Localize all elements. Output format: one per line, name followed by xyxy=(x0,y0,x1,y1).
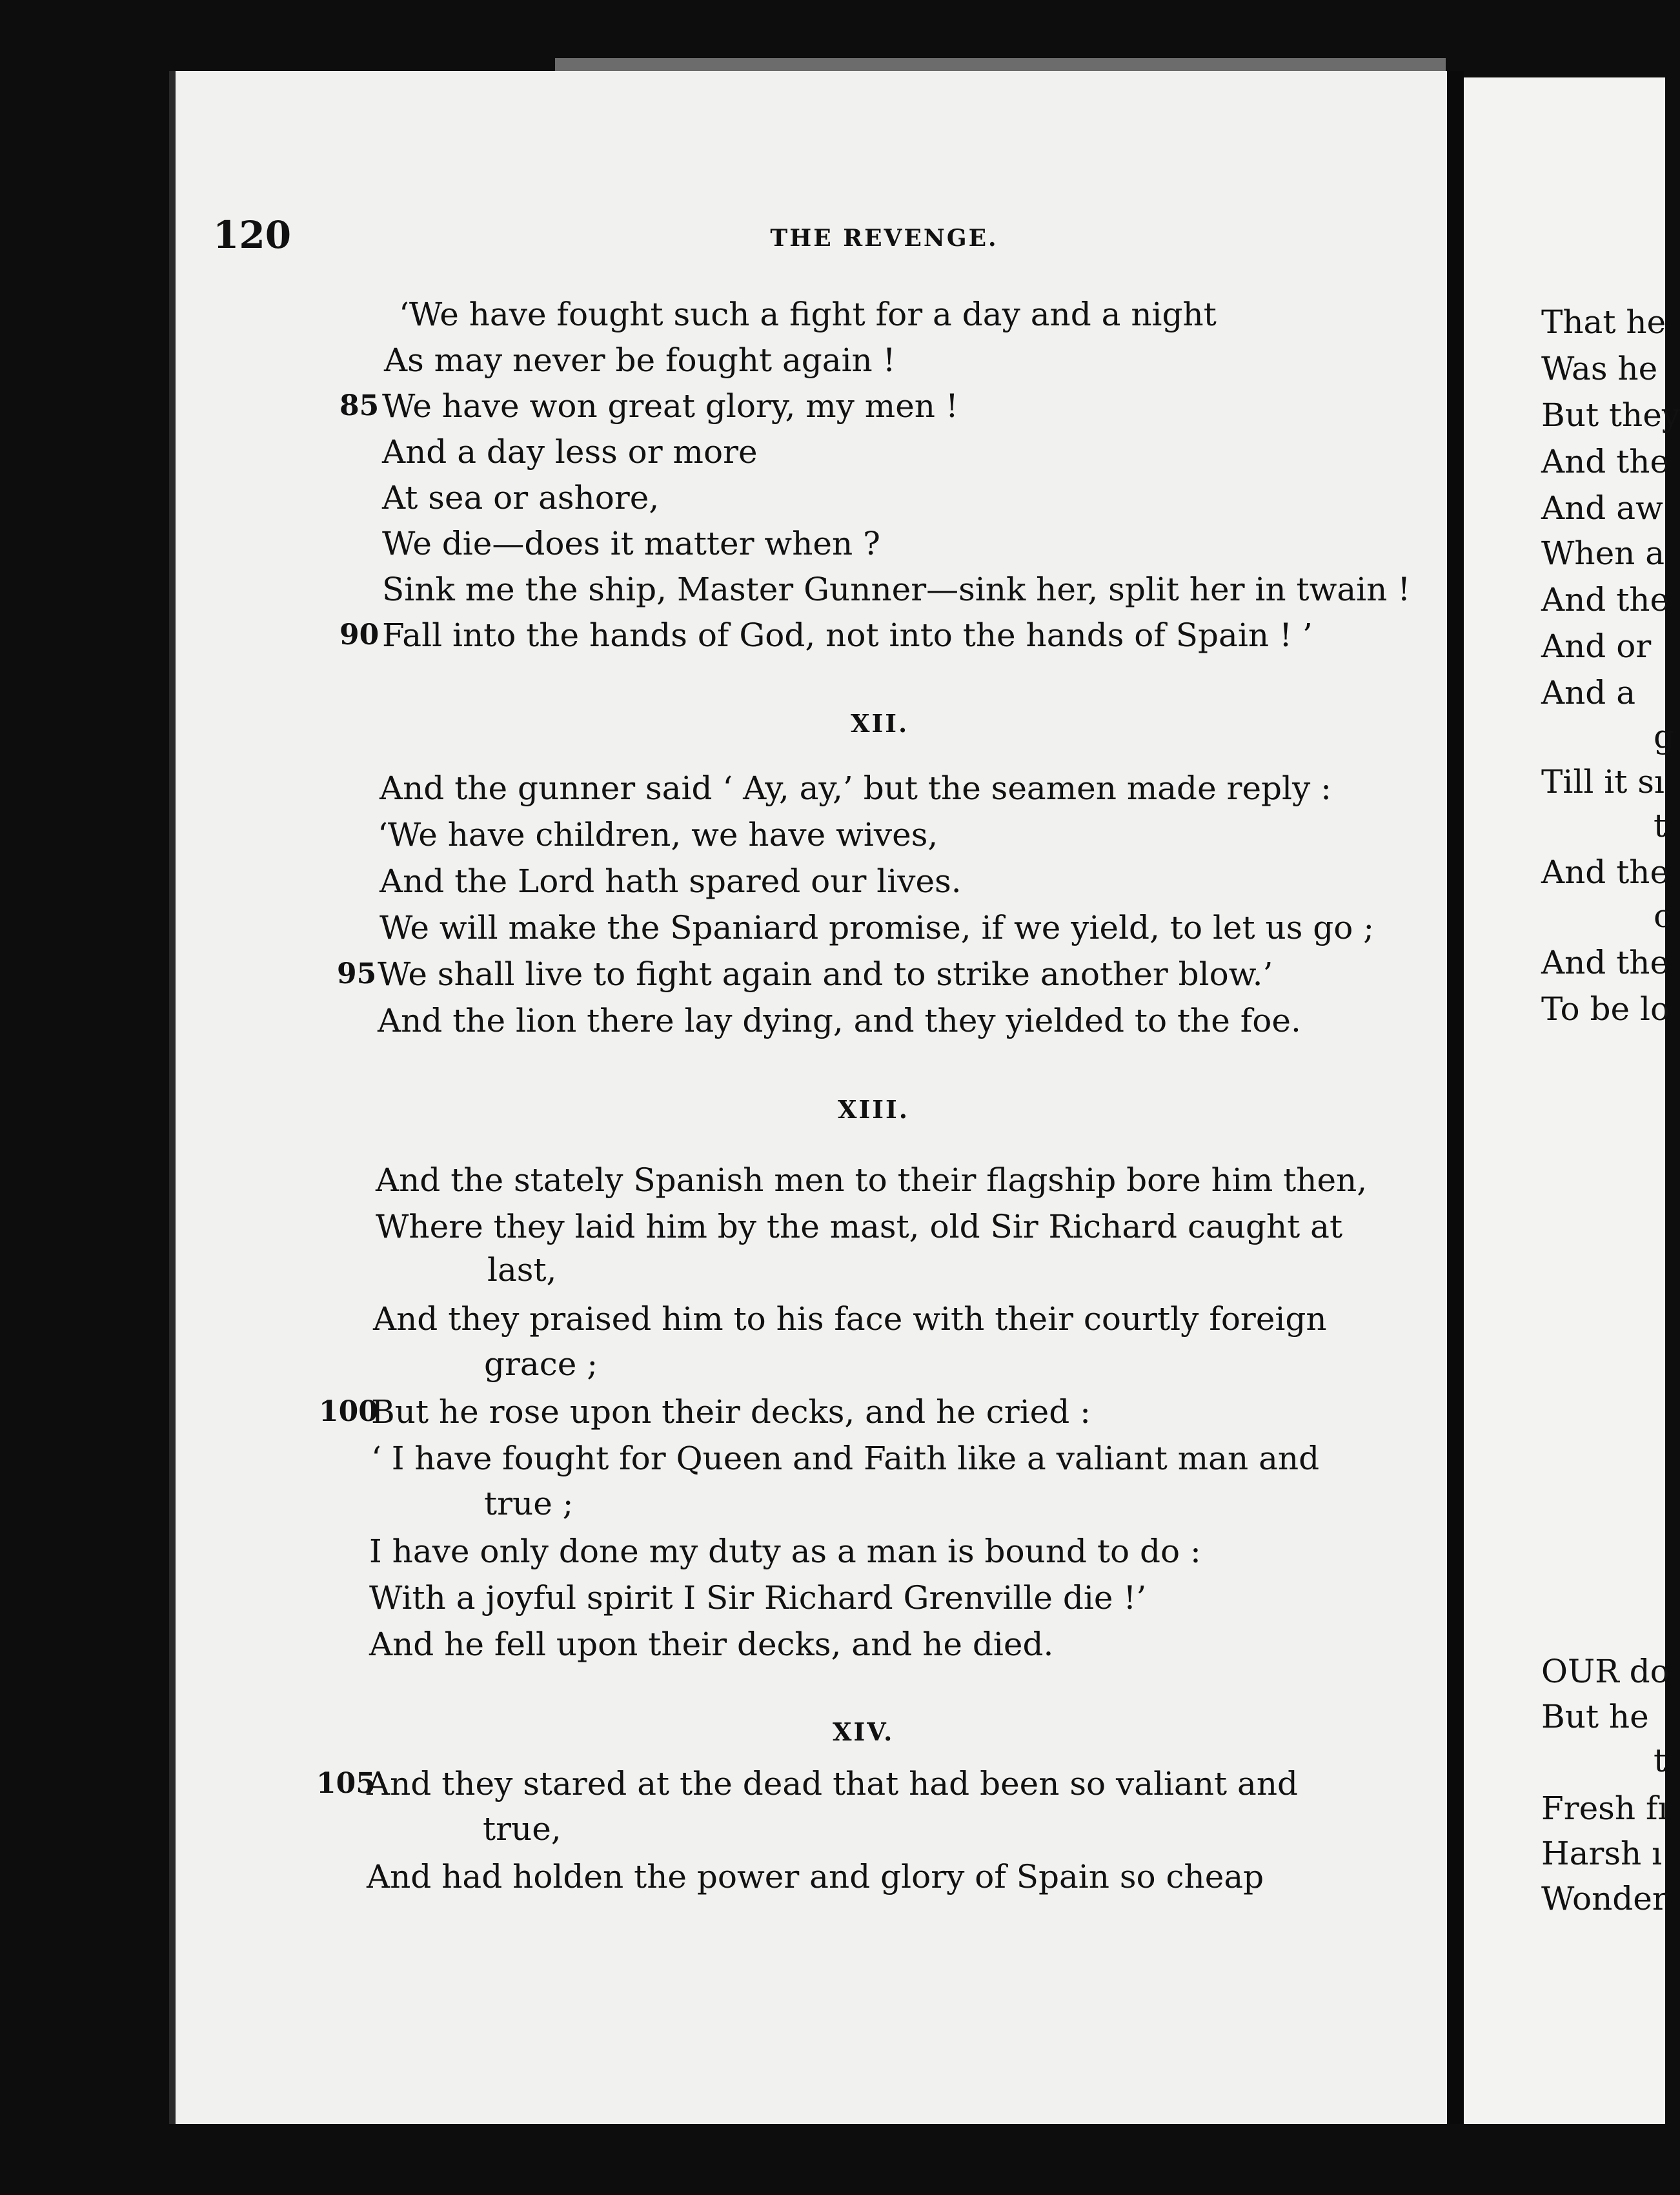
poem-line: Sink me the ship, Master Gunner—sink her, split her in twain ! xyxy=(382,571,1411,608)
line-number: 95 xyxy=(337,957,377,990)
facing-page-fragment: And a xyxy=(1541,674,1636,711)
stanza-heading: XIII. xyxy=(838,1095,910,1124)
facing-page-fragment: Fresh fı xyxy=(1541,1790,1668,1827)
poem-line: We will make the Spaniard promise, if we yield, to let us go ; xyxy=(380,909,1375,946)
facing-page-fragment: To be lo xyxy=(1541,990,1670,1028)
poem-line: With a joyful spirit I Sir Richard Grenville die !’ xyxy=(369,1579,1147,1617)
running-head: THE REVENGE. xyxy=(770,225,998,252)
facing-page-fragment: OUR do xyxy=(1541,1653,1670,1690)
facing-page-fragment: g xyxy=(1654,718,1675,755)
poem-line: We die—does it matter when ? xyxy=(382,525,880,562)
poem-line: ‘ I have fought for Queen and Faith like a valiant man and xyxy=(371,1440,1320,1477)
facing-page-fragment: That he xyxy=(1541,303,1666,341)
poem-line: And they praised him to his face with their courtly foreign xyxy=(373,1300,1327,1338)
page-top-edge xyxy=(555,58,1446,72)
poem-line: But he rose upon their decks, and he cried : xyxy=(371,1393,1091,1431)
line-number: 100 xyxy=(319,1395,378,1428)
poem-line: And had holden the power and glory of Spain so cheap xyxy=(367,1858,1264,1895)
facing-page-fragment: And aw xyxy=(1541,489,1663,527)
poem-line: last, xyxy=(487,1251,557,1289)
poem-line: And the stately Spanish men to their flagship bore him then, xyxy=(376,1161,1368,1199)
poem-line: And they stared at the dead that had been so valiant and xyxy=(367,1765,1299,1802)
facing-page-fragment: And the xyxy=(1541,944,1670,981)
facing-page-fragment: But he xyxy=(1541,1698,1649,1735)
poem-line: And the lion there lay dying, and they yielded to the foe. xyxy=(378,1002,1301,1039)
line-number: 90 xyxy=(339,618,380,651)
poem-line: true ; xyxy=(484,1485,574,1522)
facing-page-fragment: Till it sı xyxy=(1541,763,1665,801)
facing-page-fragment: And or xyxy=(1541,628,1652,665)
poem-line: Fall into the hands of God, not into the hands of Spain ! ’ xyxy=(382,617,1313,654)
facing-page-fragment: And the xyxy=(1541,443,1670,480)
page-number: 120 xyxy=(213,213,292,257)
poem-line: And a day less or more xyxy=(382,433,758,471)
poem-line: At sea or ashore, xyxy=(382,479,660,516)
poem-line: And he fell upon their decks, and he died. xyxy=(369,1626,1054,1663)
facing-page-fragment: Was he xyxy=(1541,350,1658,387)
poem-line: We have won great glory, my men ! xyxy=(382,387,958,425)
facing-page-fragment: And the xyxy=(1541,853,1670,891)
facing-page-fragment: But they xyxy=(1541,396,1680,434)
facing-page-fragment: c xyxy=(1654,897,1672,935)
facing-page-fragment: Harsh ı xyxy=(1541,1835,1663,1872)
facing-page-fragment: When a xyxy=(1541,535,1665,572)
line-number: 85 xyxy=(339,389,380,422)
poem-line: Where they laid him by the mast, old Sir Richard caught at xyxy=(376,1208,1343,1245)
poem-line: true, xyxy=(483,1810,562,1848)
book-gutter xyxy=(1447,71,1464,2124)
poem-line: I have only done my duty as a man is bound to do : xyxy=(369,1533,1201,1570)
facing-page-fragment: Wonder xyxy=(1541,1880,1668,1917)
poem-line: ‘We have children, we have wives, xyxy=(378,816,938,853)
poem-line: And the Lord hath spared our lives. xyxy=(380,863,962,900)
facing-page-fragment: t xyxy=(1654,1742,1667,1779)
poem-line: And the gunner said ‘ Ay, ay,’ but the seamen made reply : xyxy=(380,770,1332,807)
facing-page-fragment: And the xyxy=(1541,581,1670,618)
line-number: 105 xyxy=(316,1767,376,1800)
stanza-heading: XIV. xyxy=(833,1717,895,1746)
left-page xyxy=(169,71,1453,2124)
poem-line: We shall live to fight again and to strike another blow.’ xyxy=(378,955,1273,993)
poem-line: ‘We have fought such a fight for a day and a night xyxy=(399,296,1217,333)
poem-line: As may never be fought again ! xyxy=(384,342,896,379)
facing-page-fragment: t xyxy=(1654,807,1667,844)
poem-line: grace ; xyxy=(484,1345,598,1383)
stanza-heading: XII. xyxy=(851,709,909,738)
